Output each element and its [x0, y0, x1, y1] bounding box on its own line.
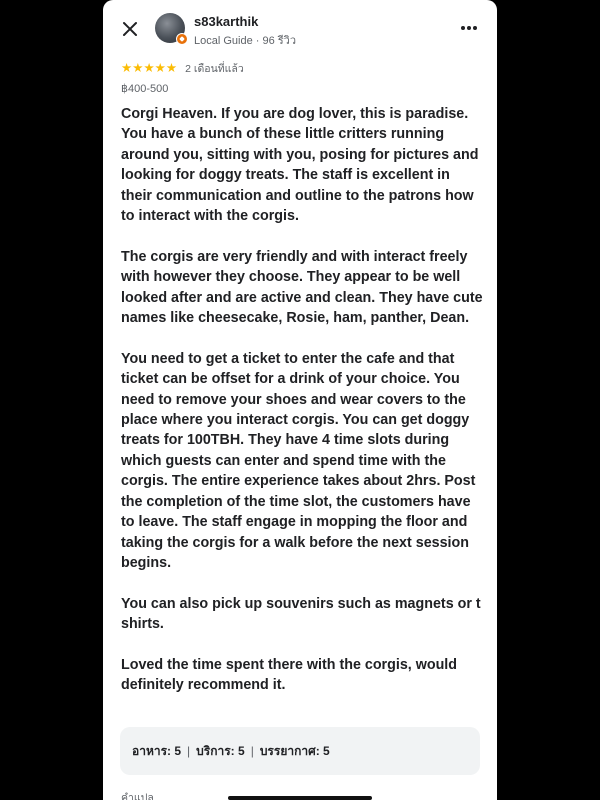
review-paragraph: You can also pick up souvenirs such as magnets or t shirts.	[121, 595, 481, 633]
sub-ratings-panel	[120, 727, 480, 775]
review-screen	[103, 0, 497, 800]
star-icon: ★	[143, 61, 155, 75]
local-guide-badge-icon	[176, 33, 188, 45]
separator: |	[187, 744, 191, 758]
review-paragraph: Corgi Heaven. If you are dog lover, this is paradise. You have a bunch of these little critters running around you, sitting with you, posing for pictures and looking for doggy treats. The staff is excellent in their communication and outline to the patrons how to interact with the corgis.	[121, 106, 479, 225]
atmosphere-rating: บรรยากาศ: 5	[259, 743, 330, 758]
star-icon: ★	[165, 61, 178, 75]
close-button[interactable]	[119, 18, 141, 40]
service-rating: บริการ: 5	[196, 743, 245, 758]
reviewer-name[interactable]: s83karthik	[194, 14, 259, 29]
review-paragraph: You need to get a ticket to enter the cafe and that ticket can be offset for a drink of your choice. You need to remove your shoes and wear covers to the place where you interact corgis. You can get doggy treats for 100TBH. They have 4 time slots during which guests can enter and spend time with the corgis. The entire experience takes about 2hrs. Post the completion of the time slot, the customers have to leave. The staff engage in mopping the floor and taking the corgis for a walk before the next session begins.	[121, 350, 476, 571]
star-icon: ★	[154, 61, 166, 75]
translate-label[interactable]: คำแปล	[121, 792, 154, 800]
reviewer-subtitle: Local Guide · 96 รีวิว	[194, 35, 297, 47]
review-paragraph: The corgis are very friendly and with interact freely with however they choose. They appear to be well looked after and are active and clean. They have cute names like cheesecake, Rosie, ham, panther, Dean.	[121, 248, 483, 327]
price-range: ฿400-500	[121, 83, 169, 95]
food-rating: อาหาร: 5	[132, 743, 182, 758]
more-vert-icon	[459, 20, 479, 36]
home-indicator[interactable]	[228, 796, 372, 800]
rating-row	[121, 60, 244, 76]
review-text	[121, 104, 483, 716]
star-icon: ★	[121, 61, 133, 75]
review-time-ago: 2 เดือนที่แล้ว	[185, 62, 244, 75]
review-header	[103, 0, 497, 56]
separator: |	[250, 744, 254, 758]
avatar[interactable]	[155, 13, 185, 43]
star-icon: ★	[132, 61, 144, 75]
more-options-button[interactable]	[459, 20, 479, 36]
star-rating	[121, 61, 177, 75]
close-icon	[119, 18, 141, 40]
review-paragraph: Loved the time spent there with the corgis, would definitely recommend it.	[121, 656, 458, 694]
